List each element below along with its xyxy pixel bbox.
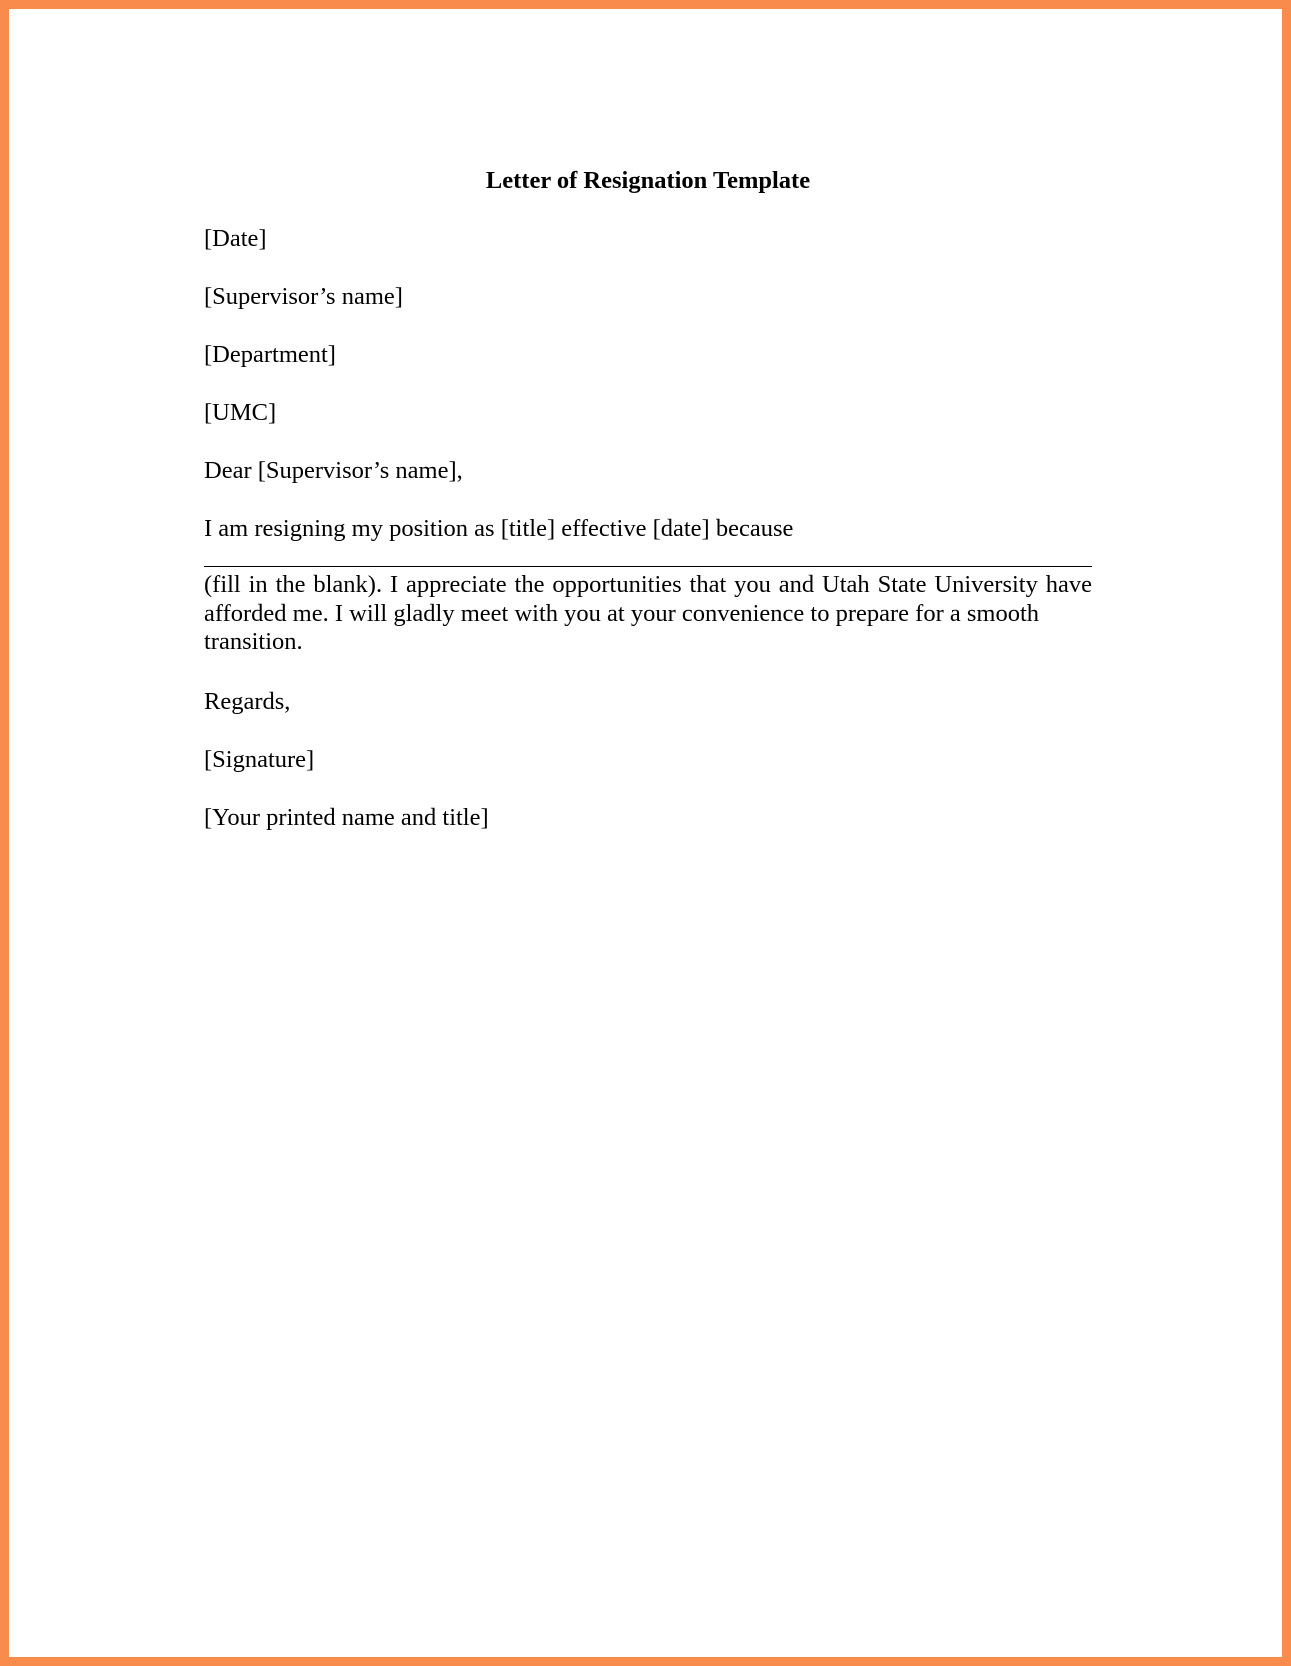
- organization-placeholder: [UMC]: [204, 399, 277, 426]
- fill-in-blank-line: [204, 566, 1092, 567]
- signature-placeholder: [Signature]: [204, 746, 315, 773]
- salutation: Dear [Supervisor’s name],: [204, 457, 463, 484]
- closing: Regards,: [204, 688, 291, 715]
- printed-name-placeholder: [Your printed name and title]: [204, 804, 489, 831]
- body-paragraph: [204, 571, 1092, 657]
- body-line-1: (fill in the blank). I appreciate the opportunities that you and Utah State University have: [204, 571, 1092, 598]
- supervisor-name-placeholder: [Supervisor’s name]: [204, 283, 403, 310]
- body-line-3: transition.: [204, 628, 303, 655]
- date-placeholder: [Date]: [204, 225, 267, 252]
- body-line-2: afforded me. I will gladly meet with you at your convenience to prepare for a smooth: [204, 599, 1039, 627]
- department-placeholder: [Department]: [204, 341, 336, 368]
- document-title: Letter of Resignation Template: [485, 167, 811, 194]
- body-intro: I am resigning my position as [title] effective [date] because: [204, 515, 794, 542]
